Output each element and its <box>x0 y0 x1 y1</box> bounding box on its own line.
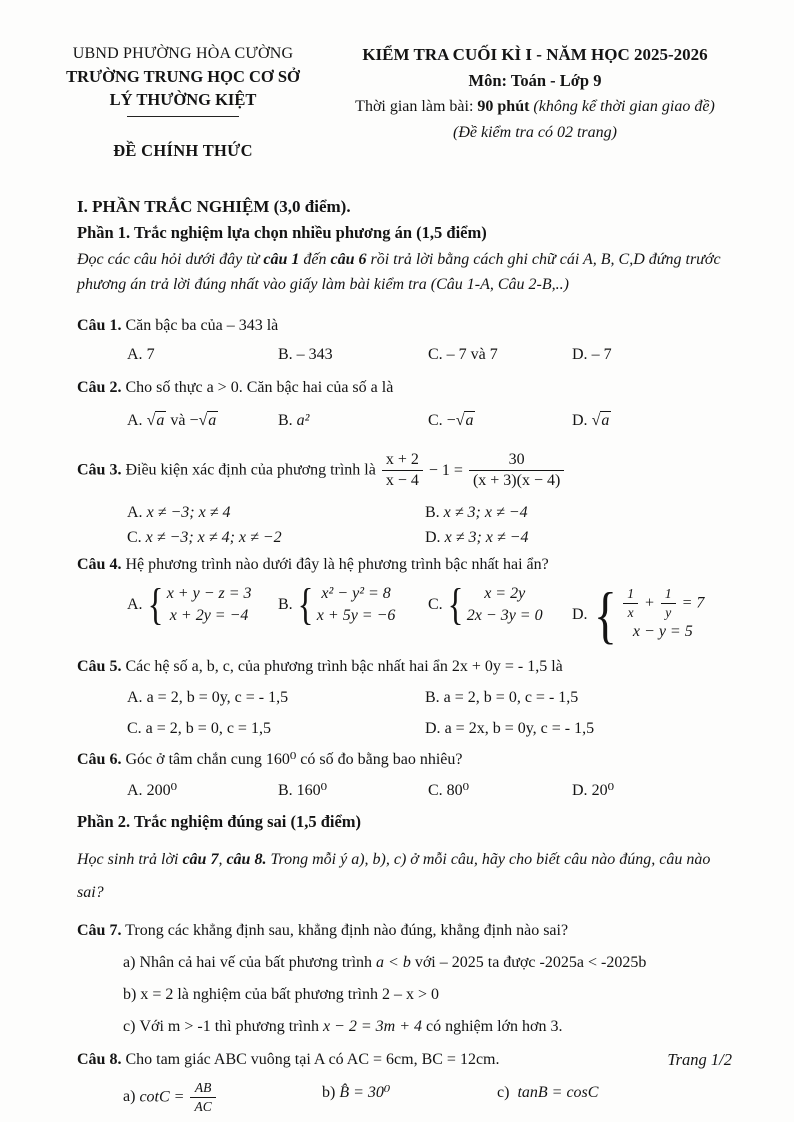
question-8-items <box>123 1080 736 1115</box>
question-2-options <box>127 408 736 433</box>
part-2-title: Phần 2. Trắc nghiệm đúng sai (1,5 điểm) <box>77 811 362 831</box>
official-exam-label: ĐỀ CHÍNH THỨC <box>113 141 253 160</box>
page-header <box>0 0 794 162</box>
option-b: B. x ≠ 3; x ≠ −4 <box>425 503 528 521</box>
question-1: Câu 1. Căn bậc ba của – 343 là <box>77 317 279 334</box>
option-b: B. a = 2, b = 0, c = - 1,5 <box>425 688 579 706</box>
question-3: Câu 3. Điều kiện xác định của phương trình là $\frac{x + 2}{x - 4}$ − 1 = $\frac{30}{(x + 3)(x - 4)}$ <box>77 451 736 491</box>
option-c: C. a = 2, b = 0, c = 1,5 <box>127 719 271 737</box>
question-6-options <box>127 778 736 803</box>
question-4: Câu 4. Hệ phương trình nào dưới đây là hệ phương trình bậc nhất hai ẩn? <box>77 555 549 573</box>
question-7-item-a: a) Nhân cả hai vế của bất phương trình a < b với – 2025 ta được -2025a < -2025b <box>123 953 647 971</box>
item-b: b) B̂ = 30⁰ <box>322 1083 391 1101</box>
question-5-options-row-2 <box>127 716 736 741</box>
issuing-authority-block <box>52 42 314 162</box>
part-1-instructions: Đọc các câu hỏi dưới đây từ câu 1 đến câu 6 rồi trả lời bằng cách ghi chữ cái A, B, C,D đứng trước phương án trả lời đúng nhất vào giấy làm bài kiểm tra (Câu 1-A, Câu 2-B,..) <box>77 251 721 293</box>
option-b: B. – 343 <box>278 346 333 363</box>
option-c: C. x ≠ −3; x ≠ 4; x ≠ −2 <box>127 528 282 546</box>
question-8: Câu 8. Cho tam giác ABC vuông tại A có AC = 6cm, BC = 12cm. <box>77 1050 500 1068</box>
school-name: LÝ THƯỜNG KIỆT <box>109 90 257 109</box>
option-c: C. 80⁰ <box>428 781 470 799</box>
exam-subject: Môn: Toán - Lớp 9 <box>468 71 602 90</box>
section-1-title: I. PHẦN TRẮC NGHIỆM (3,0 điểm). <box>77 197 351 216</box>
option-a: A. { x + y − z = 3 x + 2y = −4 <box>127 579 252 629</box>
fraction-line: $\frac{1}{x}$ + $\frac{1}{y}$ = 7 <box>621 586 704 621</box>
divider <box>127 116 239 117</box>
question-5: Câu 5. Các hệ số a, b, c, của phương trình bậc nhất hai ẩn 2x + 0y = - 1,5 là <box>77 657 563 675</box>
page-number: Trang 1/2 <box>667 1050 732 1069</box>
option-c: C. { x = 2y 2x − 3y = 0 <box>428 579 543 629</box>
fraction: $\frac{30}{(x + 3)(x - 4)}$ <box>469 451 564 491</box>
option-a: A. x ≠ −3; x ≠ 4 <box>127 503 231 521</box>
question-7: Câu 7. Trong các khẳng định sau, khẳng định nào đúng, khẳng định nào sai? <box>77 921 569 939</box>
question-5-options-row-1 <box>127 685 736 710</box>
school-line: TRƯỜNG TRUNG HỌC CƠ SỞ <box>66 67 300 86</box>
exam-body <box>77 194 736 1115</box>
option-d: D. – 7 <box>572 346 612 363</box>
item-a: a) cotC = $\frac{AB}{AC}$ <box>123 1080 322 1115</box>
option-c: C. −√a <box>428 412 474 429</box>
option-d: D. x ≠ 3; x ≠ −4 <box>425 528 529 546</box>
option-a: A. 200⁰ <box>127 781 177 799</box>
duration-prefix: Thời gian làm bài: <box>355 98 478 115</box>
question-1-options <box>127 342 736 367</box>
question-6: Câu 6. Góc ở tâm chắn cung 160⁰ có số đo bằng bao nhiêu? <box>77 750 463 768</box>
option-a: A. 7 <box>127 346 155 363</box>
fraction: $\frac{x + 2}{x - 4}$ <box>382 451 423 491</box>
option-b: B. a² <box>278 412 310 429</box>
part-2-instructions: Học sinh trả lời câu 7, câu 8. Trong mỗi ý a), b), c) ở mỗi câu, hãy cho biết câu nào đúng, câu nào sai? <box>77 850 711 901</box>
option-b: B. { x² − y² = 8 x + 5y = −6 <box>278 579 396 629</box>
authority-line: UBND PHƯỜNG HÒA CƯỜNG <box>72 45 294 62</box>
question-7-item-b: b) x = 2 là nghiệm của bất phương trình 2 – x > 0 <box>123 985 440 1003</box>
fraction: $\frac{AB}{AC}$ <box>190 1080 215 1115</box>
option-d: D. √a <box>572 412 610 429</box>
option-d: D. a = 2x, b = 0y, c = - 1,5 <box>425 719 595 737</box>
question-4-options <box>127 578 736 650</box>
exam-title: KIỂM TRA CUỐI KÌ I - NĂM HỌC 2025-2026 <box>362 45 708 64</box>
option-b: B. 160⁰ <box>278 781 328 799</box>
equation: $\frac{x + 2}{x - 4}$ − 1 = $\frac{30}{(x + 3)(x - 4)}$ <box>380 462 566 479</box>
exam-title-block <box>314 42 750 162</box>
option-c: C. – 7 và 7 <box>428 346 498 363</box>
question-3-options-row-2 <box>127 525 736 550</box>
question-7-item-c: c) Với m > -1 thì phương trình x − 2 = 3m + 4 có nghiệm lớn hơn 3. <box>123 1017 563 1035</box>
question-3-options-row-1 <box>127 500 736 525</box>
option-a: A. √a và −√a <box>127 412 217 429</box>
option-d: D. 20⁰ <box>572 781 614 799</box>
option-d: D. { $\frac{1}{x}$ + $\frac{1}{y}$ = 7 x − y = 5 <box>572 578 705 650</box>
question-2: Câu 2. Cho số thực a > 0. Căn bậc hai của số a là <box>77 379 394 396</box>
page-count-note: (Đề kiểm tra có 02 trang) <box>453 124 617 141</box>
duration-value: 90 phút <box>477 98 530 115</box>
exam-duration <box>320 94 750 120</box>
part-1-title: Phần 1. Trắc nghiệm lựa chọn nhiều phương án (1,5 điểm) <box>77 223 487 242</box>
item-c: c) tanB = cosC <box>497 1083 599 1101</box>
option-a: A. a = 2, b = 0y, c = - 1,5 <box>127 688 289 706</box>
duration-note: (không kể thời gian giao đề) <box>529 98 715 115</box>
